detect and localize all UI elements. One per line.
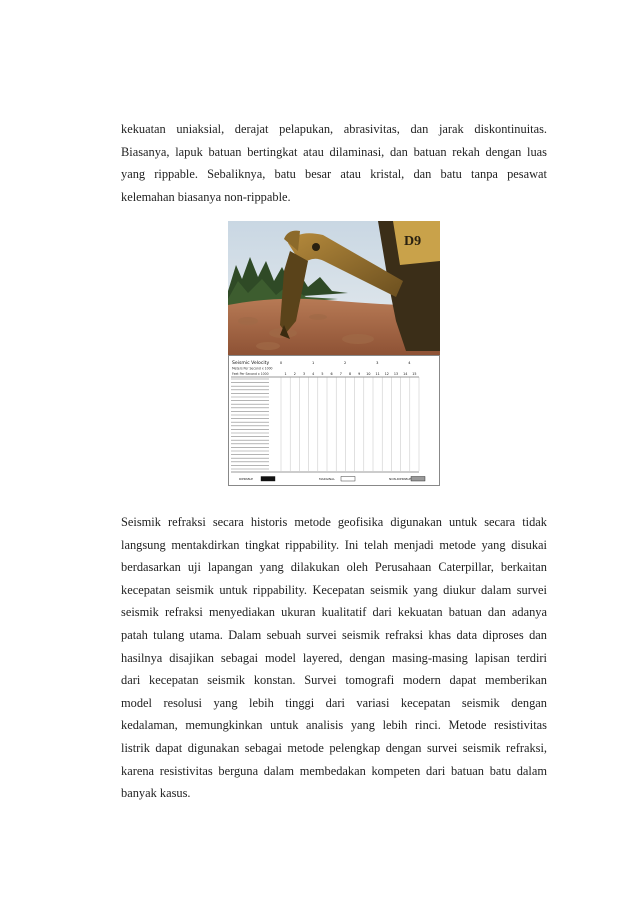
rippability-chart-svg — [229, 356, 439, 485]
legend-swatch — [341, 477, 355, 482]
bottom-tick-label: 13 — [393, 372, 399, 376]
text-line: hasilnya disajikan sebagai model layered, dengan masing-masing lapisan terdiri — [121, 650, 547, 665]
legend-label: NON-RIPPABLE — [389, 477, 412, 481]
chart-title: Seismic Velocity — [232, 361, 270, 366]
paragraph-2 — [121, 511, 547, 805]
bottom-tick-label: 5 — [321, 372, 324, 376]
bottom-tick-label: 7 — [339, 372, 342, 376]
bottom-tick-label: 12 — [384, 372, 389, 376]
top-tick-label: 4 — [408, 361, 411, 365]
text-line: seismik refraksi menyediakan ukuran kualitatif dari kekuatan batuan dan adanya — [121, 605, 547, 620]
bottom-tick-label: 6 — [330, 372, 333, 376]
rippability-chart — [228, 355, 440, 486]
legend-swatch — [411, 477, 425, 482]
legend-label: MARGINAL — [319, 477, 335, 481]
top-tick-label: 2 — [344, 361, 347, 365]
text-line: langsung mentakdirkan tingkat rippability. Ini telah menjadi metode yang disukai — [121, 537, 547, 552]
dozer-model-text: D9 — [404, 234, 422, 249]
text-line: yang rippable. Sebaliknya, batu besar atau kristal, dan batu tanpa pesawat — [121, 167, 547, 182]
text-line: berdasarkan uji lapangan yang dilakukan oleh Perusahaan Caterpillar, berkaitan — [121, 560, 547, 575]
bottom-tick-label: 4 — [312, 372, 315, 376]
top-tick-label: 0 — [279, 361, 283, 365]
legend-swatch — [261, 477, 275, 482]
text-line: kecepatan seismik untuk rippability. Kecepatan seismik yang diukur dalam survei — [121, 582, 547, 597]
text-line: Biasanya, lapuk batuan bertingkat atau dilaminasi, dan batuan rekah dengan luas — [121, 144, 547, 159]
scale-label-feet: Feet Per Second x 1000 — [232, 372, 269, 376]
bottom-tick-label: 14 — [403, 372, 408, 376]
scale-label-meters: Meters Per Second x 1000 — [232, 366, 273, 371]
ripper-dozer-photo — [228, 221, 440, 355]
photo-illustration — [228, 221, 440, 355]
bottom-tick-label: 8 — [348, 372, 352, 376]
text-line: kelemahan biasanya non-rippable. — [121, 189, 291, 204]
text-line: Seismik refraksi secara historis metode geofisika digunakan untuk secara tidak — [121, 515, 547, 529]
bottom-tick-label: 15 — [412, 372, 417, 376]
bottom-tick-label: 2 — [293, 372, 296, 376]
paragraph-1 — [121, 118, 547, 208]
text-line: model resolusi yang lebih tinggi dari variasi kecepatan seismik dengan — [121, 695, 547, 710]
bottom-tick-label: 9 — [358, 372, 361, 376]
top-tick-label: 3 — [376, 361, 379, 365]
text-line: listrik dapat digunakan sebagai metode pelengkap dengan survei seismik refraksi, — [121, 740, 547, 755]
top-tick-label: 1 — [311, 361, 315, 365]
text-line: dari kecepatan seismik konstan. Survei tomografi modern dapat memberikan — [121, 673, 547, 688]
text-line: patah tulang utama. Dalam sebuah survei seismik refraksi khas data diproses dan — [121, 627, 547, 642]
bottom-tick-label: 11 — [375, 372, 380, 376]
legend-label: RIPPABLE — [239, 477, 254, 481]
text-line: karena resistivitas berguna dalam membedakan kompeten dari batuan batu dalam — [121, 763, 547, 778]
bottom-tick-label: 3 — [302, 372, 306, 376]
text-line: kekuatan uniaksial, derajat pelapukan, abrasivitas, dan jarak diskontinuitas. — [121, 122, 547, 136]
bottom-tick-label: 10 — [366, 372, 371, 376]
bottom-tick-label: 1 — [284, 372, 287, 376]
text-line: banyak kasus. — [121, 786, 191, 801]
text-line: kedalaman, memungkinkan untuk analisis yang lebih rinci. Metode resistivitas — [121, 718, 547, 733]
